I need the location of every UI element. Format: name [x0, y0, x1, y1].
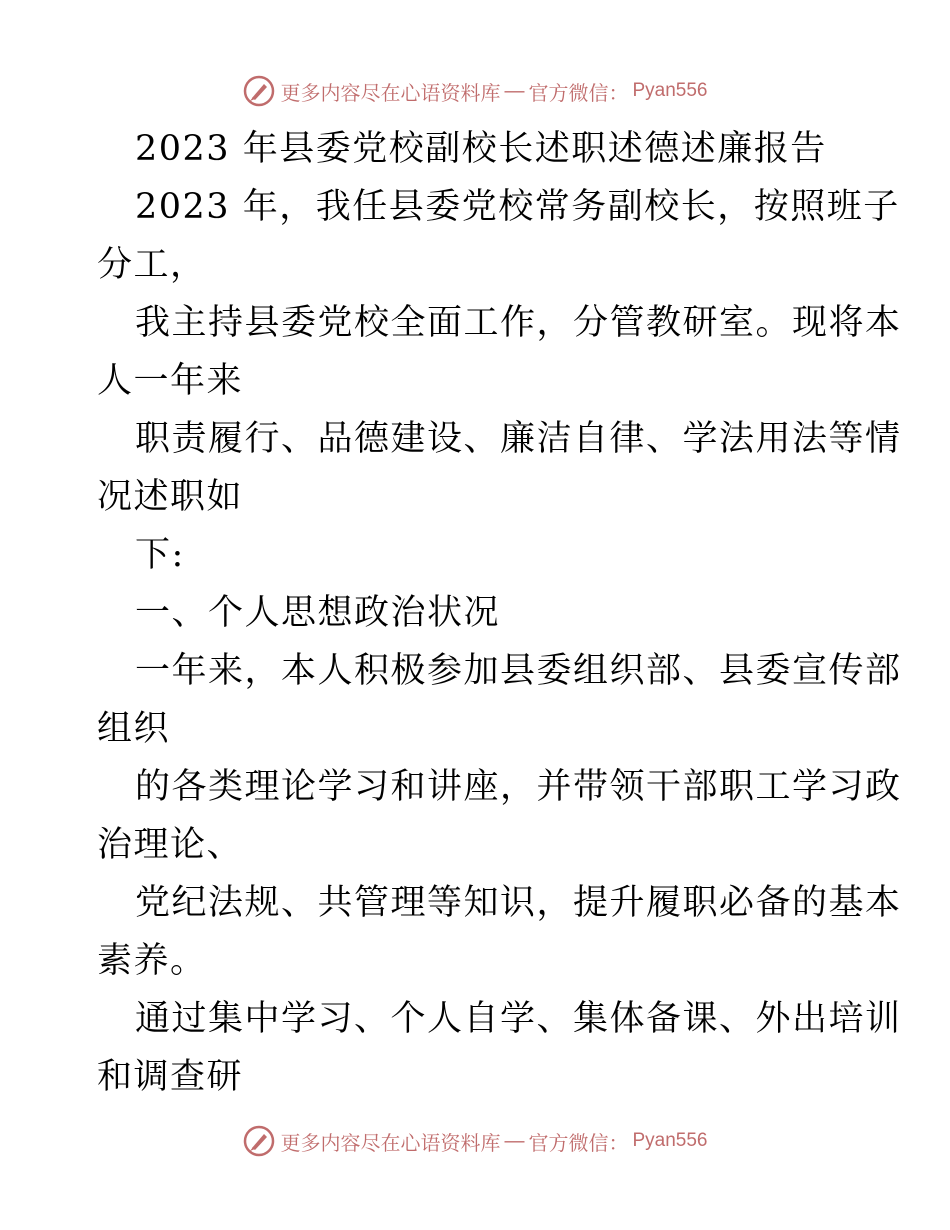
paragraph-line: 职责履行、品德建设、廉洁自律、学法用法等情 [135, 419, 902, 459]
paragraph-line: 组织 [97, 709, 171, 749]
section-heading: 一、个人思想政治状况 [135, 593, 501, 633]
paragraph-line: 分工， [97, 245, 207, 285]
paragraph-line: 治理论、 [97, 825, 244, 865]
document-title: 2023 年县委党校副校长述职述德述廉报告 [135, 129, 827, 169]
paragraph-line: 通过集中学习、个人自学、集体备课、外出培训 [135, 999, 902, 1039]
document-body [97, 120, 902, 1106]
watermark-banner-top [0, 74, 950, 108]
paragraph-line: 我主持县委党校全面工作，分管教研室。现将本 [135, 303, 902, 343]
paragraph-line: 素养。 [97, 941, 207, 981]
pen-nib-logo-icon [242, 74, 276, 108]
banner-main-text: 更多内容尽在心语资料库 [280, 1132, 501, 1155]
paragraph-line: 况述职如 [97, 477, 244, 517]
watermark-banner-bottom [0, 1124, 950, 1158]
pen-nib-logo-icon [242, 1124, 276, 1158]
paragraph-line: 人一年来 [97, 361, 244, 401]
banner-separator: — [504, 79, 525, 102]
banner-wechat-label: 官方微信： [528, 82, 629, 105]
banner-separator: — [504, 1129, 525, 1152]
banner-main-text: 更多内容尽在心语资料库 [280, 82, 501, 105]
banner-wechat-label: 官方微信： [528, 1132, 629, 1155]
banner-wechat-id: Pyan556 [632, 80, 708, 101]
paragraph-line: 下: [135, 535, 185, 575]
paragraph-line: 的各类理论学习和讲座，并带领干部职工学习政 [135, 767, 902, 807]
paragraph-line: 党纪法规、共管理等知识，提升履职必备的基本 [135, 883, 902, 923]
paragraph-line: 和调查研 [97, 1057, 244, 1097]
paragraph-line: 一年来，本人积极参加县委组织部、县委宣传部 [135, 651, 902, 691]
banner-wechat-id: Pyan556 [632, 1130, 708, 1151]
paragraph-line: 2023 年，我任县委党校常务副校长，按照班子 [135, 187, 900, 227]
